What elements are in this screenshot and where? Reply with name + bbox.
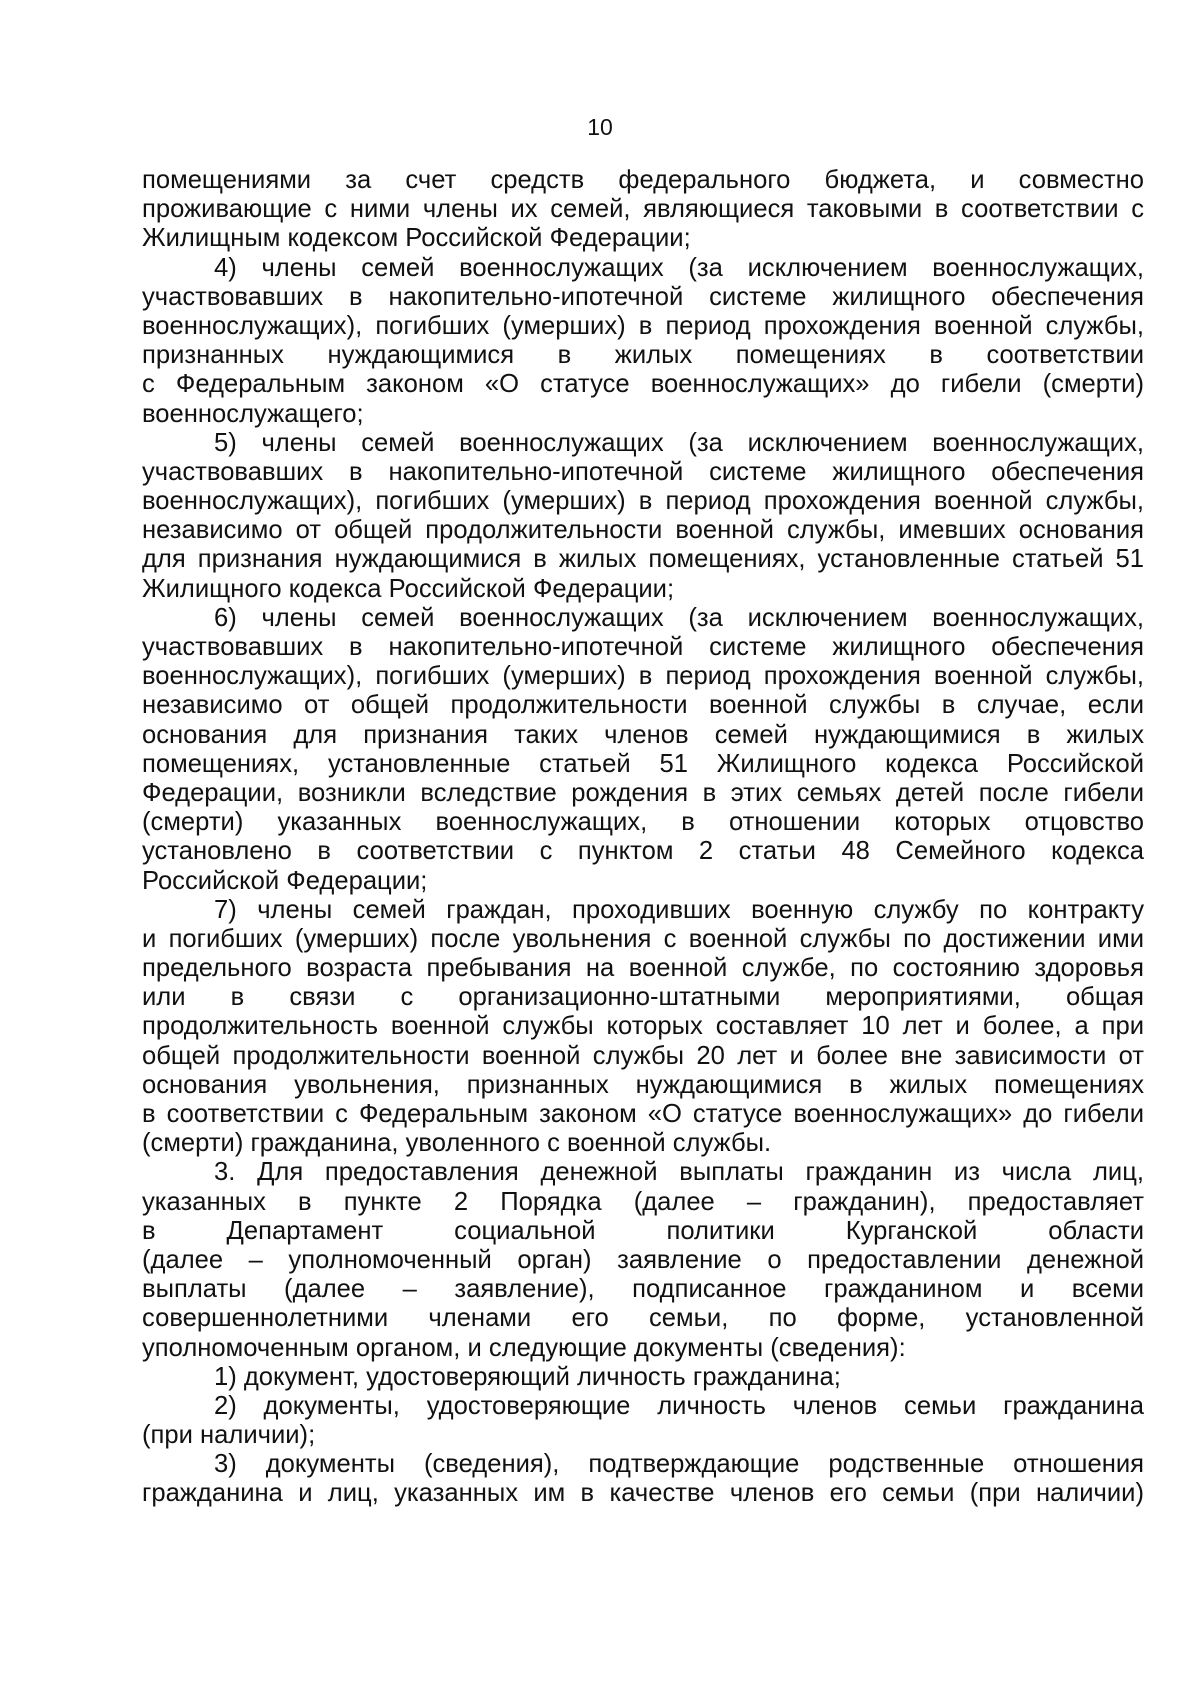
text-line: продолжительность военной службы которых составляет 10 лет и более, а при	[142, 1012, 1144, 1041]
text-line: участвовавших в накопительно-ипотечной системе жилищного обеспечения	[142, 457, 1144, 486]
text-line: для признания нуждающимися в жилых помещениях, установленные статьей 51	[142, 545, 1144, 574]
text-line: 2) документы, удостоверяющие личность членов семьи гражданина	[214, 1391, 1144, 1420]
text-line: участвовавших в накопительно-ипотечной системе жилищного обеспечения	[142, 633, 1144, 661]
text-line: Жилищного кодекса Российской Федерации;	[142, 574, 675, 603]
text-line: помещениях, установленные статьей 51 Жилищного кодекса Российской	[142, 749, 1144, 778]
text-line: 3) документы (сведения), подтверждающие родственные отношения	[214, 1450, 1144, 1479]
text-line: участвовавших в накопительно-ипотечной системе жилищного обеспечения	[142, 282, 1144, 311]
text-line: Федерации, возникли вследствие рождения в этих семьях детей после гибели	[142, 778, 1144, 807]
text-line: независимо от общей продолжительности военной службы, имевших основания	[142, 516, 1144, 545]
text-line: или в связи с организационно-штатными мероприятиями, общая	[142, 983, 1144, 1012]
text-line: Российской Федерации;	[142, 866, 428, 895]
text-line: (смерти) гражданина, уволенного с военной службы.	[142, 1129, 772, 1158]
text-line: (смерти) указанных военнослужащих, в отношении которых отцовство	[142, 808, 1144, 837]
text-line: и погибших (умерших) после увольнения с военной службы по достижении ими	[142, 924, 1144, 953]
text-line: 5) члены семей военнослужащих (за исключением военнослужащих,	[214, 428, 1144, 457]
text-line: выплаты (далее – заявление), подписанное гражданином и всеми	[142, 1275, 1144, 1304]
document-body	[142, 166, 1144, 1509]
text-line: 1) документ, удостоверяющий личность гражданина;	[214, 1362, 841, 1391]
text-line: проживающие с ними члены их семей, являющиеся таковыми в соответствии с	[142, 195, 1144, 224]
text-line: основания увольнения, признанных нуждающимися в жилых помещениях	[142, 1070, 1144, 1099]
text-line: 4) члены семей военнослужащих (за исключением военнослужащих,	[214, 253, 1144, 282]
text-line: помещениями за счет средств федерального бюджета, и совместно	[142, 166, 1144, 194]
text-line: Жилищным кодексом Российской Федерации;	[142, 224, 691, 253]
text-line: общей продолжительности военной службы 20 лет и более вне зависимости от	[142, 1041, 1144, 1070]
text-line: 6) члены семей военнослужащих (за исключением военнослужащих,	[214, 603, 1144, 632]
text-line: в соответствии с Федеральным законом «О статусе военнослужащих» до гибели	[142, 1100, 1144, 1128]
text-line: гражданина и лиц, указанных им в качестве членов его семьи (при наличии)	[142, 1479, 1144, 1508]
text-line: 7) члены семей граждан, проходивших военную службу по контракту	[214, 895, 1144, 924]
text-line: (далее – уполномоченный орган) заявление о предоставлении денежной	[142, 1245, 1144, 1274]
text-line: предельного возраста пребывания на военной службе, по состоянию здоровья	[142, 954, 1144, 983]
text-line: военнослужащих), погибших (умерших) в период прохождения военной службы,	[142, 311, 1144, 340]
text-line: указанных в пункте 2 Порядка (далее – гражданин), предоставляет	[142, 1187, 1144, 1216]
text-line: уполномоченным органом, и следующие документы (сведения):	[142, 1333, 906, 1362]
text-line: военнослужащих), погибших (умерших) в период прохождения военной службы,	[142, 487, 1144, 516]
text-line: признанных нуждающимися в жилых помещениях в соответствии	[142, 341, 1144, 370]
text-line: (при наличии);	[142, 1421, 316, 1450]
page-number: 10	[587, 114, 613, 140]
text-line: военнослужащего;	[142, 399, 364, 428]
text-line: независимо от общей продолжительности военной службы в случае, если	[142, 691, 1144, 720]
text-line: основания для признания таких членов семей нуждающимися в жилых	[142, 720, 1144, 749]
text-line: в Департамент социальной политики Курганской области	[142, 1216, 1144, 1245]
text-line: совершеннолетними членами его семьи, по форме, установленной	[142, 1304, 1144, 1333]
text-line: установлено в соответствии с пунктом 2 статьи 48 Семейного кодекса	[142, 837, 1144, 866]
text-line: с Федеральным законом «О статусе военнослужащих» до гибели (смерти)	[142, 370, 1144, 399]
text-line: 3. Для предоставления денежной выплаты гражданин из числа лиц,	[214, 1158, 1144, 1187]
text-line: военнослужащих), погибших (умерших) в период прохождения военной службы,	[142, 662, 1144, 691]
